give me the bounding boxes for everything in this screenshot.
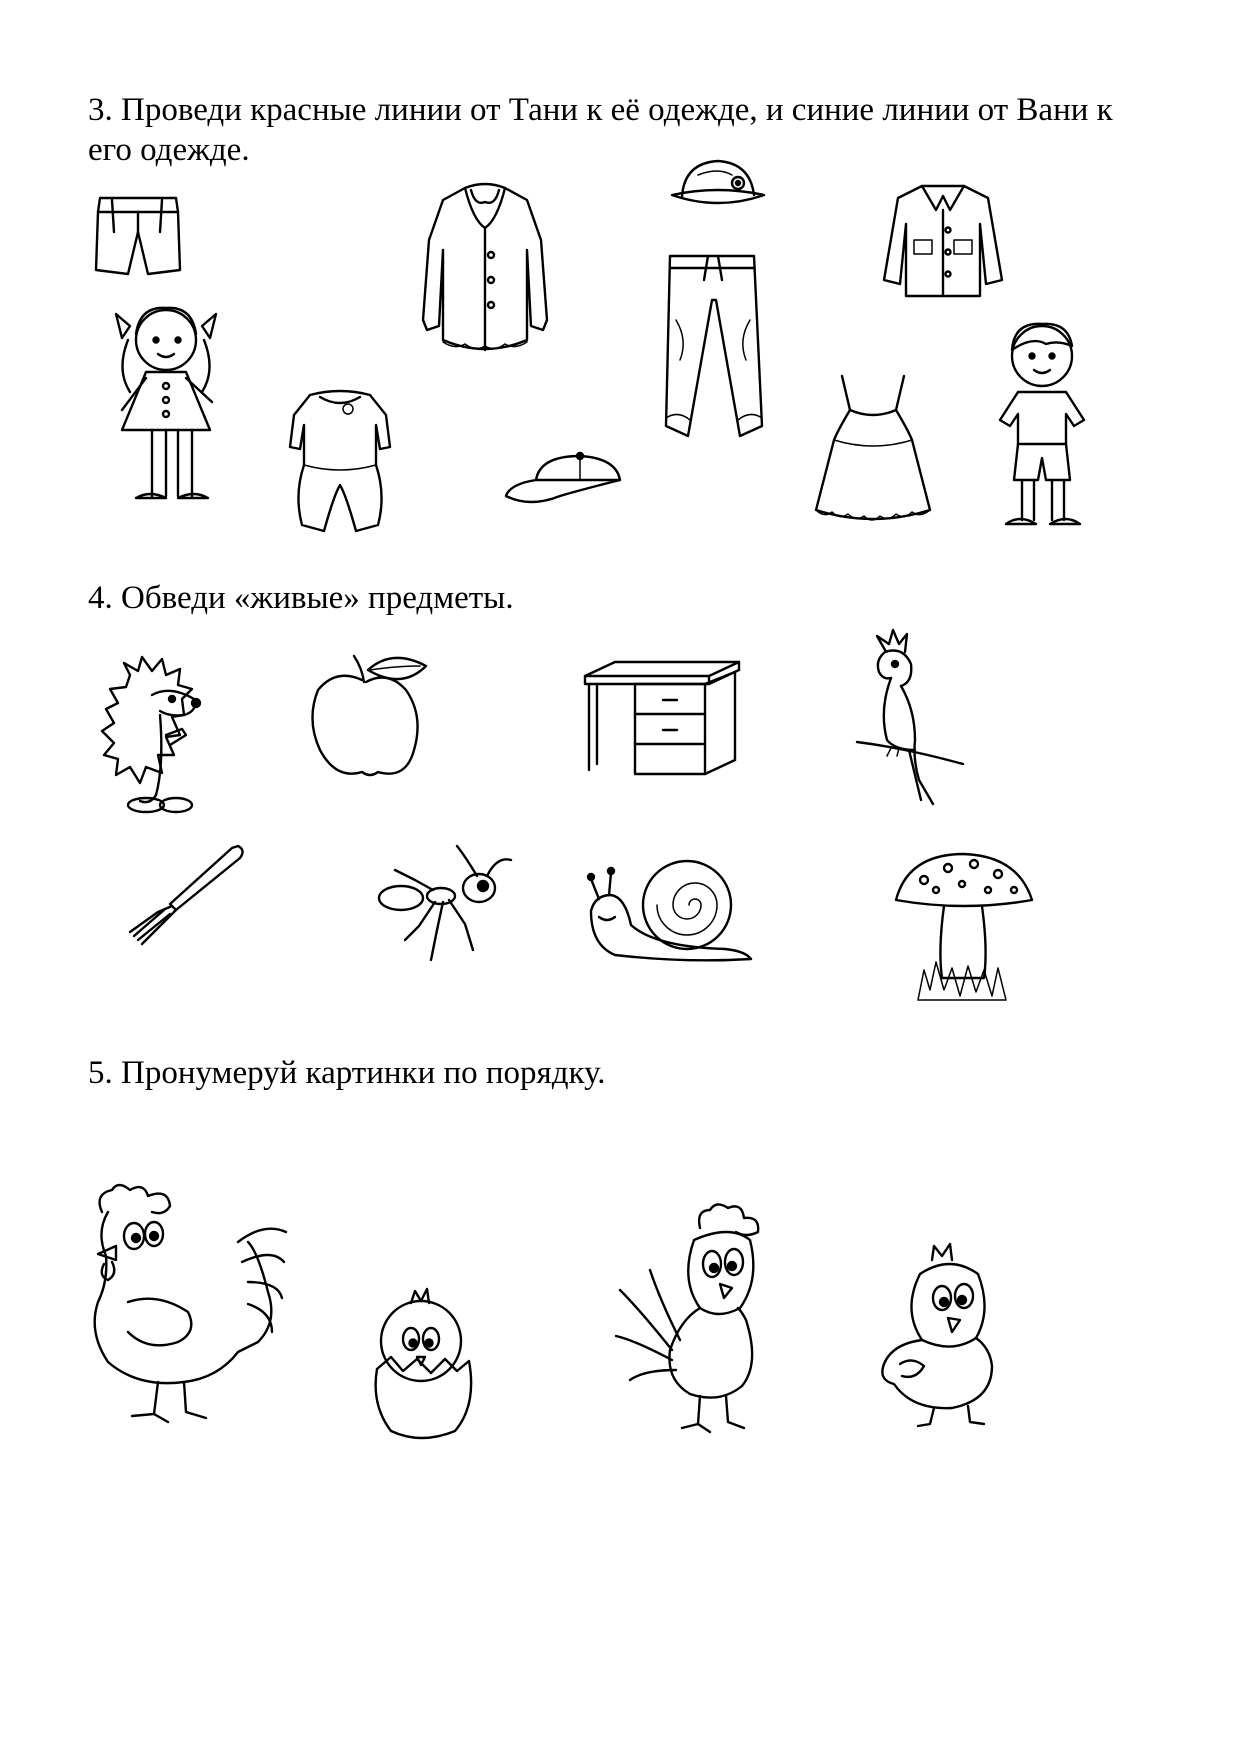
jacket-icon (878, 180, 1008, 300)
hatching-chick-icon (365, 1285, 485, 1445)
chick-icon (872, 1240, 1032, 1430)
task-4-text: 4. Обведи «живые» предметы. (88, 580, 514, 616)
romper-icon (280, 385, 400, 545)
fork-icon (120, 840, 250, 950)
task-3-text: 3. Проведи красные линии от Тани к её одежде, и синие линии от Вани к его одежде. (88, 92, 1113, 168)
desk-icon (575, 660, 745, 780)
fur-coat-icon (415, 180, 555, 370)
hat-icon (668, 155, 768, 215)
snail-icon (585, 855, 755, 965)
ant-icon (365, 840, 515, 970)
task-5-text: 5. Пронумеруй картинки по порядку. (88, 1055, 606, 1091)
mushroom-icon (888, 850, 1038, 1010)
apple-icon (306, 650, 436, 790)
hedgehog-icon (100, 655, 210, 825)
dress-icon (798, 370, 948, 530)
girl-tanya-icon (100, 300, 240, 520)
cap-icon (500, 450, 630, 520)
trousers-icon (658, 250, 768, 450)
young-rooster-icon (610, 1200, 810, 1440)
parrot-icon (855, 630, 965, 810)
rooster-icon (88, 1182, 288, 1432)
boy-vanya-icon (980, 310, 1110, 540)
shorts-icon (92, 192, 184, 284)
